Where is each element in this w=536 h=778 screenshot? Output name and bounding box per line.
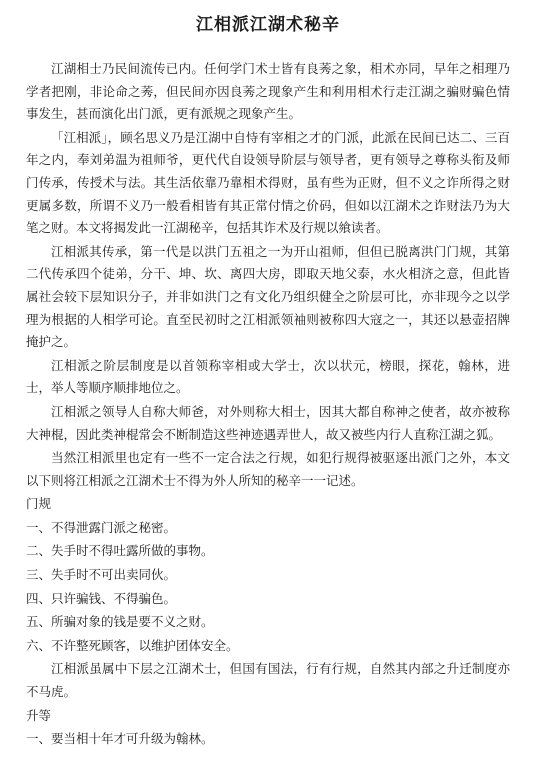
- promotion-heading: 升等: [26, 707, 52, 723]
- paragraph: 江相派虽属中下层之江湖术士，但国有国法，行有行规，自然其内部之升迁制度亦不马虎。: [26, 661, 510, 700]
- list-item: 一、要当相十年才可升级为翰林。: [26, 731, 214, 747]
- list-item: 二、失手时不得吐露所做的事物。: [26, 543, 214, 559]
- intro-section: [26, 58, 510, 492]
- list-item: 六、不许整死顾客，以维护团体安全。: [26, 637, 239, 653]
- paragraph: 「江相派」，顾名思义乃是江湖中自恃有宰相之才的门派，此派在民间已达二、三百年之内，奉刘弟温为祖师爷，更代代自设领导阶层与领导者，更有领导之尊称头衔及师门传承，传授术与法。其生活依靠乃靠相术得财，虽有些为正财，但不义之诈所得之财更属多数，所谓不义乃一般看相皆有其正常付情之价码，但如以江湖术之诈财法乃为大笔之财。本文将揭发此一江湖秘辛，包括其诈术及行规以飨读者。: [26, 129, 510, 236]
- paragraph: 江湖相士乃民间流传已内。任何学门术士皆有良莠之象，相术亦同，早年之相理乃学者把刚，非论命之莠，但民间亦因良莠之现象产生和利用相术行走江湖之骗财骗色情事发生，甚而演化出门派，更有派规之现象产生。: [26, 61, 510, 122]
- rules-heading: 门规: [26, 496, 52, 512]
- paragraph: 江相派之阶层制度是以首领称宰相或大学士，次以状元，榜眼，探花，翰林，进士，举人等顺序顺排地位之。: [26, 357, 510, 396]
- paragraph: 江相派之领导人自称大师爸，对外则称大相士，因其大都自称神之使者，故亦被称大神棍，因此类神棍常会不断制造这些神迹遇弄世人，故又被些内行人直称江湖之狐。: [26, 403, 510, 442]
- list-item: 四、只许骗钱、不得骗色。: [26, 590, 177, 606]
- document-title: 江相派江湖术秘辛: [196, 15, 340, 35]
- paragraph: 当然江相派里也定有一些不一定合法之行规，如犯行规得被驱逐出派门之外，本文以下则将江相派之江湖术士不得为外人所知的秘辛一一记述。: [26, 450, 510, 488]
- promotion-list: [26, 728, 510, 751]
- rules-list: [26, 517, 510, 658]
- list-item: 一、不得泄露门派之秘密。: [26, 519, 177, 535]
- paragraph: 江相派其传承，第一代是以洪门五祖之一为开山祖师，但但已脱离洪门门规，其第二代传承四个徒弟，分干、坤、坎、离四大房，即取天地父泰，水火相济之意，但此皆属社会较下层知识分子，并非如洪门之有文化乃组织健全之阶层可比，亦非现今之以学理为根据的人相学可论。直至民初时之江相派领袖则被称四大寇之一，其还以悬壶招牌掩护之。: [26, 243, 510, 350]
- list-item: 三、失手时不可出卖同伙。: [26, 567, 177, 583]
- list-item: 五、所骗对象的钱是要不义之财。: [26, 614, 214, 630]
